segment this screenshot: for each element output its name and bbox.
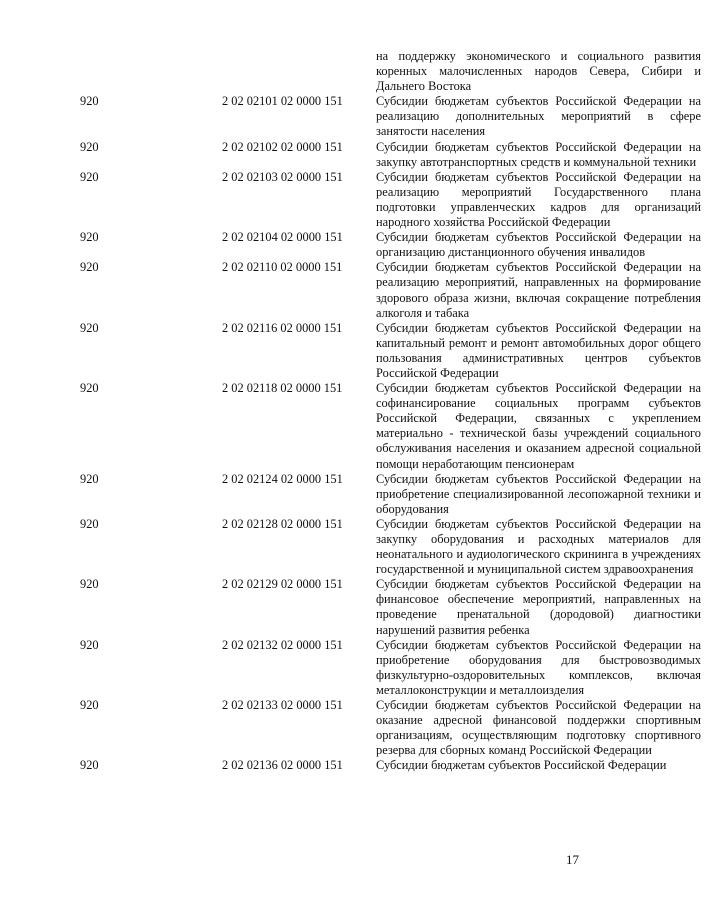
admin-code-cell: 920 [80, 320, 99, 335]
admin-code-cell: 920 [80, 230, 99, 245]
revenue-name-cell: Субсидии бюджетам субъектов Российской Федерации на реализацию мероприятий Государственного плана подготовки управленческих кадров для организаций народного хозяйства Российской Федерации [376, 169, 701, 230]
admin-code-cell: 920 [80, 577, 99, 592]
table-row [0, 140, 727, 170]
admin-code-cell: 920 [80, 169, 99, 184]
table-row [0, 170, 727, 230]
admin-code-cell: 920 [80, 758, 99, 773]
revenue-name-cell: Субсидии бюджетам субъектов Российской Федерации на приобретение оборудования для быстровозводимых физкультурно-оздоровительных комплексов, включая металлоконструкции и металлоизделия [376, 637, 701, 697]
admin-code-cell: 920 [80, 637, 99, 652]
revenue-name-cell: Субсидии бюджетам субъектов Российской Федерации на закупку оборудования и расходных материалов для неонатального и аудиологического скрининга в учреждениях государственной и муниципальной систем здравоохранения [376, 516, 701, 577]
revenue-code-cell: 2 02 02136 02 0000 151 [222, 758, 343, 773]
revenue-code-cell: 2 02 02124 02 0000 151 [222, 471, 343, 486]
revenue-code-cell: 2 02 02103 02 0000 151 [222, 169, 343, 184]
admin-code-cell [0, 49, 158, 94]
revenue-code-cell: 2 02 02116 02 0000 151 [222, 320, 343, 335]
admin-code-cell: 920 [80, 516, 99, 531]
table-row [0, 381, 727, 472]
table-row [0, 230, 727, 260]
revenue-name-cell: Субсидии бюджетам субъектов Российской Федерации на реализацию мероприятий, направленных на формирование здорового образа жизни, включая сокращение потребления алкоголя и табака [376, 260, 701, 320]
revenue-name-cell: на поддержку экономического и социального развития коренных малочисленных народов Севера, Сибири и Дальнего Востока [376, 49, 701, 94]
page-number: 17 [566, 852, 579, 867]
revenue-code-cell: 2 02 02118 02 0000 151 [222, 381, 343, 396]
admin-code-cell: 920 [80, 94, 99, 109]
revenue-name-cell: Субсидии бюджетам субъектов Российской Федерации на капитальный ремонт и ремонт автомобильных дорог общего пользования административных центров субъектов Российской Федерации [376, 320, 701, 380]
revenue-code-cell: 2 02 02104 02 0000 151 [222, 230, 343, 245]
revenue-code-cell: 2 02 02101 02 0000 151 [222, 94, 343, 109]
table-row [0, 94, 727, 139]
revenue-name-cell: Субсидии бюджетам субъектов Российской Федерации [376, 758, 667, 773]
revenue-name-cell: Субсидии бюджетам субъектов Российской Федерации на финансовое обеспечение мероприятий, направленных на проведение пренатальной (дородовой) диагностики нарушений развития ребенка [376, 577, 701, 637]
revenue-name-cell: Субсидии бюджетам субъектов Российской Федерации на реализацию дополнительных мероприятий в сфере занятости населения [376, 94, 701, 139]
revenue-code-cell: 2 02 02128 02 0000 151 [222, 516, 343, 531]
table-row [0, 758, 727, 773]
admin-code-cell: 920 [80, 698, 99, 713]
table-row [0, 321, 727, 381]
continuation-row [0, 49, 727, 94]
budget-classification-table [0, 49, 727, 774]
revenue-code-cell [158, 49, 370, 94]
revenue-code-cell: 2 02 02132 02 0000 151 [222, 637, 343, 652]
table-row [0, 698, 727, 758]
table-row [0, 577, 727, 637]
table-row [0, 472, 727, 517]
revenue-code-cell: 2 02 02129 02 0000 151 [222, 577, 343, 592]
revenue-name-cell: Субсидии бюджетам субъектов Российской Федерации на софинансирование социальных программ субъектов Российской Федерации, связанных с укреплением материально - технической базы учреждений социального обслуживания населения и оказанием адресной социальной помощи неработающим пенсионерам [376, 381, 701, 471]
revenue-name-cell: Субсидии бюджетам субъектов Российской Федерации на приобретение специализированной лесопожарной техники и оборудования [376, 471, 701, 516]
revenue-code-cell: 2 02 02133 02 0000 151 [222, 698, 343, 713]
table-row [0, 638, 727, 698]
admin-code-cell: 920 [80, 260, 99, 275]
revenue-name-cell: Субсидии бюджетам субъектов Российской Федерации на закупку автотранспортных средств и коммунальной техники [376, 139, 701, 169]
table-row [0, 517, 727, 577]
revenue-name-cell: Субсидии бюджетам субъектов Российской Федерации на оказание адресной финансовой поддержки спортивным организациям, осуществляющим подготовку спортивного резерва для сборных команд Российской Федерации [376, 698, 701, 758]
admin-code-cell: 920 [80, 471, 99, 486]
admin-code-cell: 920 [80, 139, 99, 154]
admin-code-cell: 920 [80, 381, 99, 396]
revenue-code-cell: 2 02 02102 02 0000 151 [222, 139, 343, 154]
table-row [0, 260, 727, 320]
revenue-code-cell: 2 02 02110 02 0000 151 [222, 260, 343, 275]
revenue-name-cell: Субсидии бюджетам субъектов Российской Федерации на организацию дистанционного обучения инвалидов [376, 230, 701, 260]
